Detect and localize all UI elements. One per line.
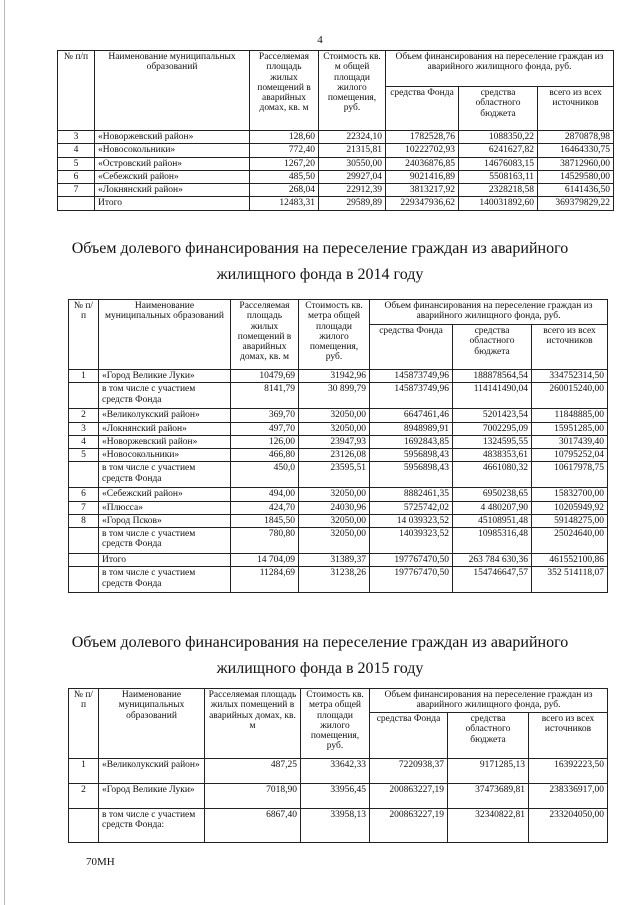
row-fund: 145873749,96 bbox=[370, 370, 453, 383]
row-fund: 6647461,46 bbox=[370, 409, 453, 422]
row-total: 14529580,00 bbox=[538, 170, 614, 183]
row-area: 128,60 bbox=[250, 131, 319, 144]
row-name: «Плюсса» bbox=[99, 501, 231, 514]
row-obl: 4838353,61 bbox=[453, 449, 532, 462]
row-cost: 32050,00 bbox=[299, 422, 370, 435]
table-row bbox=[58, 197, 614, 210]
row-obl: 6241627,82 bbox=[459, 144, 538, 157]
row-name: «Великолукский район» bbox=[99, 409, 231, 422]
row-fund: 5956898,43 bbox=[370, 462, 453, 488]
row-name: «Город Великие Луки» bbox=[99, 370, 231, 383]
row-total: 369379829,22 bbox=[538, 197, 614, 210]
table-row bbox=[69, 462, 608, 488]
table-row bbox=[58, 184, 614, 197]
row-fund: 197767470,50 bbox=[370, 567, 453, 593]
row-obl: 188878564,54 bbox=[453, 370, 532, 383]
table-row bbox=[69, 759, 608, 784]
row-obl: 114141490,04 bbox=[453, 383, 532, 409]
header-cost: Стоимость кв. м общей площади жилого помещения, руб. bbox=[319, 51, 386, 131]
row-name: «Новоржевский район» bbox=[99, 435, 231, 448]
row-obl: 5201423,54 bbox=[453, 409, 532, 422]
row-number: 2 bbox=[69, 784, 99, 809]
table-row bbox=[69, 422, 608, 435]
table-row bbox=[69, 514, 608, 527]
header-fund: средства Фонда bbox=[386, 87, 459, 131]
row-name: «Островский район» bbox=[95, 157, 250, 170]
row-fund: 5725742,02 bbox=[370, 501, 453, 514]
row-fund: 10222702,93 bbox=[386, 144, 459, 157]
header-obl: средства областного бюджета bbox=[448, 713, 529, 759]
row-total: 16392223,50 bbox=[529, 759, 608, 784]
row-fund: 24036876,85 bbox=[386, 157, 459, 170]
row-area: 772,40 bbox=[250, 144, 319, 157]
row-number: 1 bbox=[69, 759, 99, 784]
row-name: в том числе с участием средств Фонда bbox=[99, 567, 231, 593]
table-row bbox=[58, 170, 614, 183]
row-cost: 30550,00 bbox=[319, 157, 386, 170]
header-name: Наименование муниципальных образований bbox=[99, 689, 205, 759]
row-area: 450,0 bbox=[231, 462, 299, 488]
row-area: 12483,31 bbox=[250, 197, 319, 210]
table-row bbox=[69, 449, 608, 462]
row-cost: 21315,81 bbox=[319, 144, 386, 157]
row-name: «Локнянский район» bbox=[99, 422, 231, 435]
row-name: в том числе с участием средств Фонда bbox=[99, 383, 231, 409]
row-cost: 32050,00 bbox=[299, 514, 370, 527]
row-area: 424,70 bbox=[231, 501, 299, 514]
row-cost: 33642,33 bbox=[301, 759, 370, 784]
row-total: 334752314,50 bbox=[532, 370, 608, 383]
row-total: 11848885,00 bbox=[532, 409, 608, 422]
footer-code: 70МН bbox=[86, 856, 115, 868]
row-name: «Себежский район» bbox=[95, 170, 250, 183]
row-obl: 140031892,60 bbox=[459, 197, 538, 210]
row-cost: 29927,04 bbox=[319, 170, 386, 183]
header-area: Расселяемая площадь жилых помещений в аварийных домах, кв. м bbox=[205, 689, 301, 759]
row-name: в том числе с участием средств Фонда: bbox=[99, 809, 205, 843]
row-cost: 32050,00 bbox=[299, 409, 370, 422]
row-fund: 8948989,91 bbox=[370, 422, 453, 435]
row-cost: 22912,39 bbox=[319, 184, 386, 197]
row-fund: 200863227,19 bbox=[370, 809, 448, 843]
row-name: «Локнянский район» bbox=[95, 184, 250, 197]
row-area: 1267,20 bbox=[250, 157, 319, 170]
table-row bbox=[69, 409, 608, 422]
row-number: 5 bbox=[69, 449, 99, 462]
table-row bbox=[69, 567, 608, 593]
header-name: Наименование муниципальных образований bbox=[95, 51, 250, 131]
row-fund: 145873749,96 bbox=[370, 383, 453, 409]
row-area: 126,00 bbox=[231, 435, 299, 448]
row-cost: 23595,51 bbox=[299, 462, 370, 488]
row-total: 25024640,00 bbox=[532, 528, 608, 554]
row-number: 2 bbox=[69, 409, 99, 422]
row-total: 16464330,75 bbox=[538, 144, 614, 157]
row-total: 2870878,98 bbox=[538, 131, 614, 144]
row-obl: 6950238,65 bbox=[453, 488, 532, 501]
header-name: Наименование муниципальных образований bbox=[99, 300, 231, 370]
header-obl: средства областного бюджета bbox=[459, 87, 538, 131]
row-obl: 10985316,48 bbox=[453, 528, 532, 554]
header-obl: средства областного бюджета bbox=[453, 325, 532, 370]
row-number: 5 bbox=[58, 157, 95, 170]
row-area: 7018,90 bbox=[205, 784, 301, 809]
row-cost: 31238,26 bbox=[299, 567, 370, 593]
row-area: 11284,69 bbox=[231, 567, 299, 593]
header-cost: Стоимость кв. метра общей площади жилого помещения, руб. bbox=[301, 689, 370, 759]
row-obl: 1324595,55 bbox=[453, 435, 532, 448]
row-number bbox=[69, 383, 99, 409]
header-financing: Объем финансирования на переселение граждан из аварийного жилищного фонда, руб. bbox=[370, 300, 608, 325]
row-number bbox=[69, 528, 99, 554]
row-fund: 229347936,62 bbox=[386, 197, 459, 210]
row-name: «Город Псков» bbox=[99, 514, 231, 527]
row-number: 7 bbox=[69, 501, 99, 514]
table-row bbox=[69, 784, 608, 809]
row-obl: 4661080,32 bbox=[453, 462, 532, 488]
row-total: 10795252,04 bbox=[532, 449, 608, 462]
row-number: 3 bbox=[58, 131, 95, 144]
row-number: 7 bbox=[58, 184, 95, 197]
row-fund: 14 039323,52 bbox=[370, 514, 453, 527]
table-row bbox=[58, 131, 614, 144]
row-obl: 154746647,57 bbox=[453, 567, 532, 593]
table-row bbox=[69, 554, 608, 567]
row-name: в том числе с участием средств Фонда bbox=[99, 462, 231, 488]
financing-table-2014 bbox=[68, 299, 608, 593]
row-fund: 9021416,89 bbox=[386, 170, 459, 183]
header-num: № п/п bbox=[69, 689, 99, 759]
table-row bbox=[69, 501, 608, 514]
row-fund: 8882461,35 bbox=[370, 488, 453, 501]
header-fund: средства Фонда bbox=[370, 325, 453, 370]
row-cost: 29589,89 bbox=[319, 197, 386, 210]
row-number: 3 bbox=[69, 422, 99, 435]
row-total: 10617978,75 bbox=[532, 462, 608, 488]
row-area: 485,50 bbox=[250, 170, 319, 183]
row-fund: 3813217,92 bbox=[386, 184, 459, 197]
row-obl: 14676083,15 bbox=[459, 157, 538, 170]
row-total: 461552100,86 bbox=[532, 554, 608, 567]
row-total: 15951285,00 bbox=[532, 422, 608, 435]
row-obl: 263 784 630,36 bbox=[453, 554, 532, 567]
row-obl: 5508163,11 bbox=[459, 170, 538, 183]
row-number bbox=[69, 462, 99, 488]
row-fund: 5956898,43 bbox=[370, 449, 453, 462]
header-cost: Стоимость кв. метра общей площади жилого помещения, руб. bbox=[299, 300, 370, 370]
row-cost: 23947,93 bbox=[299, 435, 370, 448]
row-cost: 33956,45 bbox=[301, 784, 370, 809]
row-area: 8141,79 bbox=[231, 383, 299, 409]
row-total: 238336917,00 bbox=[529, 784, 608, 809]
table-row bbox=[58, 157, 614, 170]
heading-2015: Объем долевого финансирования на переселение граждан из аварийного жилищного фонда в 2015 году bbox=[71, 634, 569, 677]
row-total: 352 514118,07 bbox=[532, 567, 608, 593]
row-number: 1 bbox=[69, 370, 99, 383]
table-row bbox=[69, 809, 608, 843]
row-number bbox=[69, 809, 99, 843]
row-obl: 32340822,81 bbox=[448, 809, 529, 843]
row-fund: 200863227,19 bbox=[370, 784, 448, 809]
row-obl: 1088350,22 bbox=[459, 131, 538, 144]
row-cost: 24030,96 bbox=[299, 501, 370, 514]
row-number: 6 bbox=[69, 488, 99, 501]
row-area: 466,80 bbox=[231, 449, 299, 462]
row-area: 494,00 bbox=[231, 488, 299, 501]
row-total: 6141436,50 bbox=[538, 184, 614, 197]
row-name: «Себежский район» bbox=[99, 488, 231, 501]
row-total: 38712960,00 bbox=[538, 157, 614, 170]
row-total: 10205949,92 bbox=[532, 501, 608, 514]
row-fund: 197767470,50 bbox=[370, 554, 453, 567]
row-area: 10479,69 bbox=[231, 370, 299, 383]
row-number bbox=[69, 554, 99, 567]
header-total: всего из всех источников bbox=[529, 713, 608, 759]
row-obl: 4 480207,90 bbox=[453, 501, 532, 514]
header-financing: Объем финансирования на переселение граждан из аварийного жилищного фонда, руб. bbox=[370, 689, 608, 713]
row-area: 780,80 bbox=[231, 528, 299, 554]
row-number: 4 bbox=[58, 144, 95, 157]
row-number: 4 bbox=[69, 435, 99, 448]
row-cost: 31389,37 bbox=[299, 554, 370, 567]
row-obl: 37473689,81 bbox=[448, 784, 529, 809]
row-total: 3017439,40 bbox=[532, 435, 608, 448]
header-num: № п/п bbox=[58, 51, 95, 131]
row-cost: 31942,96 bbox=[299, 370, 370, 383]
row-number bbox=[58, 197, 95, 210]
row-cost: 22324,10 bbox=[319, 131, 386, 144]
header-financing: Объем финансирования на переселение граждан из аварийного жилищного фонда, руб. bbox=[386, 51, 614, 87]
row-cost: 30 899,79 bbox=[299, 383, 370, 409]
row-area: 6867,40 bbox=[205, 809, 301, 843]
row-fund: 1692843,85 bbox=[370, 435, 453, 448]
row-area: 14 704,09 bbox=[231, 554, 299, 567]
row-area: 1845,50 bbox=[231, 514, 299, 527]
row-name: «Новосокольники» bbox=[99, 449, 231, 462]
table-row bbox=[69, 488, 608, 501]
row-fund: 1782528,76 bbox=[386, 131, 459, 144]
header-area: Расселяемая площадь жилых помещений в аварийных домах, кв. м bbox=[250, 51, 319, 131]
header-total: всего из всех источников bbox=[532, 325, 608, 370]
financing-table-continued bbox=[57, 50, 614, 211]
header-num: № п/п bbox=[69, 300, 99, 370]
row-obl: 45108951,48 bbox=[453, 514, 532, 527]
row-cost: 32050,00 bbox=[299, 488, 370, 501]
row-name: «Великолукский район» bbox=[99, 759, 205, 784]
row-name: Итого bbox=[99, 554, 231, 567]
row-name: «Новоржевский район» bbox=[95, 131, 250, 144]
row-total: 15832700,00 bbox=[532, 488, 608, 501]
row-number: 6 bbox=[58, 170, 95, 183]
row-obl: 7002295,09 bbox=[453, 422, 532, 435]
row-area: 497,70 bbox=[231, 422, 299, 435]
header-fund: средства Фонда bbox=[370, 713, 448, 759]
row-name: «Город Великие Луки» bbox=[99, 784, 205, 809]
page-number: 4 bbox=[317, 34, 323, 46]
row-name: «Новосокольники» bbox=[95, 144, 250, 157]
row-name: в том числе с участием средств Фонда bbox=[99, 528, 231, 554]
table-row bbox=[69, 370, 608, 383]
table-row bbox=[69, 528, 608, 554]
page-fold-line bbox=[4, 0, 5, 905]
header-area: Расселяемая площадь жилых помещений в аварийных домах, кв. м bbox=[231, 300, 299, 370]
row-fund: 7220938,37 bbox=[370, 759, 448, 784]
row-cost: 33958,13 bbox=[301, 809, 370, 843]
row-area: 369,70 bbox=[231, 409, 299, 422]
row-cost: 23126,08 bbox=[299, 449, 370, 462]
financing-table-2015 bbox=[68, 688, 608, 843]
row-number bbox=[69, 567, 99, 593]
heading-2014: Объем долевого финансирования на переселение граждан из аварийного жилищного фонда в 2014 году bbox=[71, 240, 569, 283]
row-fund: 14039323,52 bbox=[370, 528, 453, 554]
row-obl: 9171285,13 bbox=[448, 759, 529, 784]
row-obl: 2328218,58 bbox=[459, 184, 538, 197]
row-total: 233204050,00 bbox=[529, 809, 608, 843]
header-total: всего из всех источников bbox=[538, 87, 614, 131]
row-number: 8 bbox=[69, 514, 99, 527]
row-cost: 32050,00 bbox=[299, 528, 370, 554]
row-total: 59148275,00 bbox=[532, 514, 608, 527]
table-row bbox=[69, 435, 608, 448]
row-total: 260015240,00 bbox=[532, 383, 608, 409]
table-row bbox=[69, 383, 608, 409]
row-area: 487,25 bbox=[205, 759, 301, 784]
row-name: Итого bbox=[95, 197, 250, 210]
row-area: 268,04 bbox=[250, 184, 319, 197]
table-row bbox=[58, 144, 614, 157]
